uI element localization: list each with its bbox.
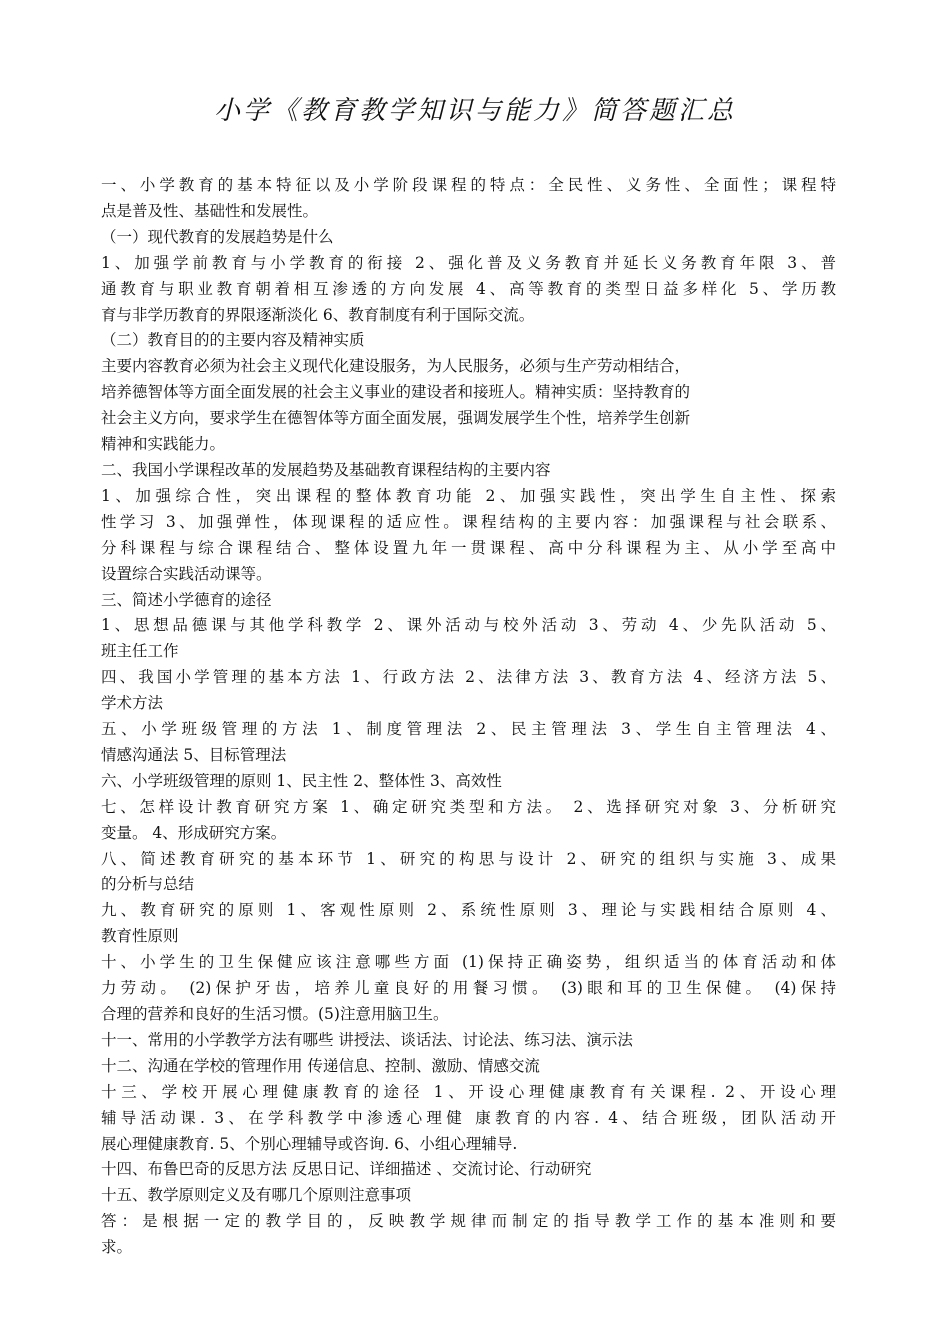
text-line: 育与非学历教育的界限逐渐淡化 6、教育制度有利于国际交流。 — [101, 305, 535, 324]
text-line: 四、我国小学管理的基本方法 1、行政方法 2、法律方法 3、教育方法 4、经济方法 5、 — [101, 668, 836, 687]
text-line: 的分析与总结 — [101, 875, 195, 894]
page-title: 小学《教育教学知识与能力》简答题汇总 — [213, 96, 736, 126]
text-line: 设置综合实践活动课等。 — [101, 564, 272, 583]
text-line: 分科课程与综合课程结合、整体设置九年一贯课程、高中分科课程为主、从小学至高中 — [101, 538, 836, 557]
text-line: 八、简述教育研究的基本环节 1、研究的构思与设计 2、研究的组织与实施 3、成果 — [101, 849, 836, 868]
text-line: 十、小学生的卫生保健应该注意哪些方面 (1)保持正确姿势，组织适当的体育活动和体 — [101, 953, 836, 972]
text-line: 合理的营养和良好的生活习惯。(5)注意用脑卫生。 — [101, 1005, 449, 1023]
document-body — [101, 173, 836, 1261]
text-line: 培养德智体等方面全面发展的社会主义事业的建设者和接班人。精神实质：坚持教育的 — [101, 383, 691, 402]
text-line: 十四、布鲁巴奇的反思方法 反思日记、详细描述 、交流讨论、行动研究 — [101, 1160, 592, 1179]
text-line: 性学习 3、加强弹性，体现课程的适应性。课程结构的主要内容：加强课程与社会联系、 — [101, 512, 836, 531]
text-line: 十一、常用的小学教学方法有哪些 讲授法、谈话法、讨论法、练习法、演示法 — [101, 1030, 633, 1049]
text-line: 班主任工作 — [101, 642, 179, 661]
text-line: 主要内容教育必须为社会主义现代化建设服务，为人民服务，必须与生产劳动相结合， — [101, 357, 691, 376]
text-line: 五、小学班级管理的方法 1、制度管理法 2、民主管理法 3、学生自主管理法 4、 — [101, 720, 836, 739]
text-line: 点是普及性、基础性和发展性。 — [101, 201, 319, 220]
text-line: 求。 — [101, 1238, 133, 1257]
text-line: 1、加强综合性，突出课程的整体教育功能 2、加强实践性，突出学生自主性、探索 — [101, 486, 836, 505]
text-line: 二、我国小学课程改革的发展趋势及基础教育课程结构的主要内容 — [101, 460, 551, 479]
text-line: 十五、教学原则定义及有哪几个原则注意事项 — [101, 1186, 412, 1205]
text-line: 精神和实践能力。 — [101, 435, 226, 454]
text-line: 变量。 4、形成研究方案。 — [101, 823, 287, 842]
text-line: 一、小学教育的基本特征以及小学阶段课程的特点：全民性、义务性、全面性；课程特 — [101, 176, 836, 194]
text-line: 社会主义方向，要求学生在德智体等方面全面发展，强调发展学生个性，培养学生创新 — [101, 409, 691, 428]
text-line: 教育性原则 — [101, 927, 179, 946]
text-line: （二）教育目的的主要内容及精神实质 — [101, 331, 365, 350]
text-line: 情感沟通法 5、目标管理法 — [101, 745, 287, 764]
text-line: 答：是根据一定的教学目的，反映教学规律而制定的指导教学工作的基本准则和要 — [101, 1212, 836, 1231]
text-line: 1、思想品德课与其他学科教学 2、课外活动与校外活动 3、劳动 4、少先队活动 5、 — [101, 616, 836, 635]
text-line: 通教育与职业教育朝着相互渗透的方向发展 4、高等教育的类型日益多样化 5、学历教 — [101, 279, 836, 298]
text-line: 力劳动。 (2)保护牙齿，培养儿童良好的用餐习惯。 (3)眼和耳的卫生保健。 (4)保持 — [101, 979, 836, 998]
text-line: 十三、学校开展心理健康教育的途径 1、开设心理健康教育有关课程. 2、开设心理 — [101, 1082, 836, 1101]
text-line: 六、小学班级管理的原则 1、民主性 2、整体性 3、高效性 — [101, 771, 502, 790]
text-line: （一）现代教育的发展趋势是什么 — [101, 227, 334, 246]
text-line: 三、简述小学德育的途径 — [101, 590, 272, 609]
text-line: 辅导活动课. 3、在学科教学中渗透心理健 康教育的内容. 4、结合班级，团队活动开 — [101, 1108, 836, 1127]
text-line: 1、加强学前教育与小学教育的衔接 2、强化普及义务教育并延长义务教育年限 3、普 — [101, 253, 836, 272]
text-line: 十二、沟通在学校的管理作用 传递信息、控制、激励、情感交流 — [101, 1056, 540, 1075]
text-line: 展心理健康教育. 5、个别心理辅导或咨询. 6、小组心理辅导. — [101, 1134, 518, 1153]
text-line: 学术方法 — [101, 694, 164, 713]
text-line: 九、教育研究的原则 1、客观性原则 2、系统性原则 3、理论与实践相结合原则 4、 — [101, 901, 836, 920]
text-line: 七、怎样设计教育研究方案 1、确定研究类型和方法。 2、选择研究对象 3、分析研究 — [101, 797, 836, 816]
